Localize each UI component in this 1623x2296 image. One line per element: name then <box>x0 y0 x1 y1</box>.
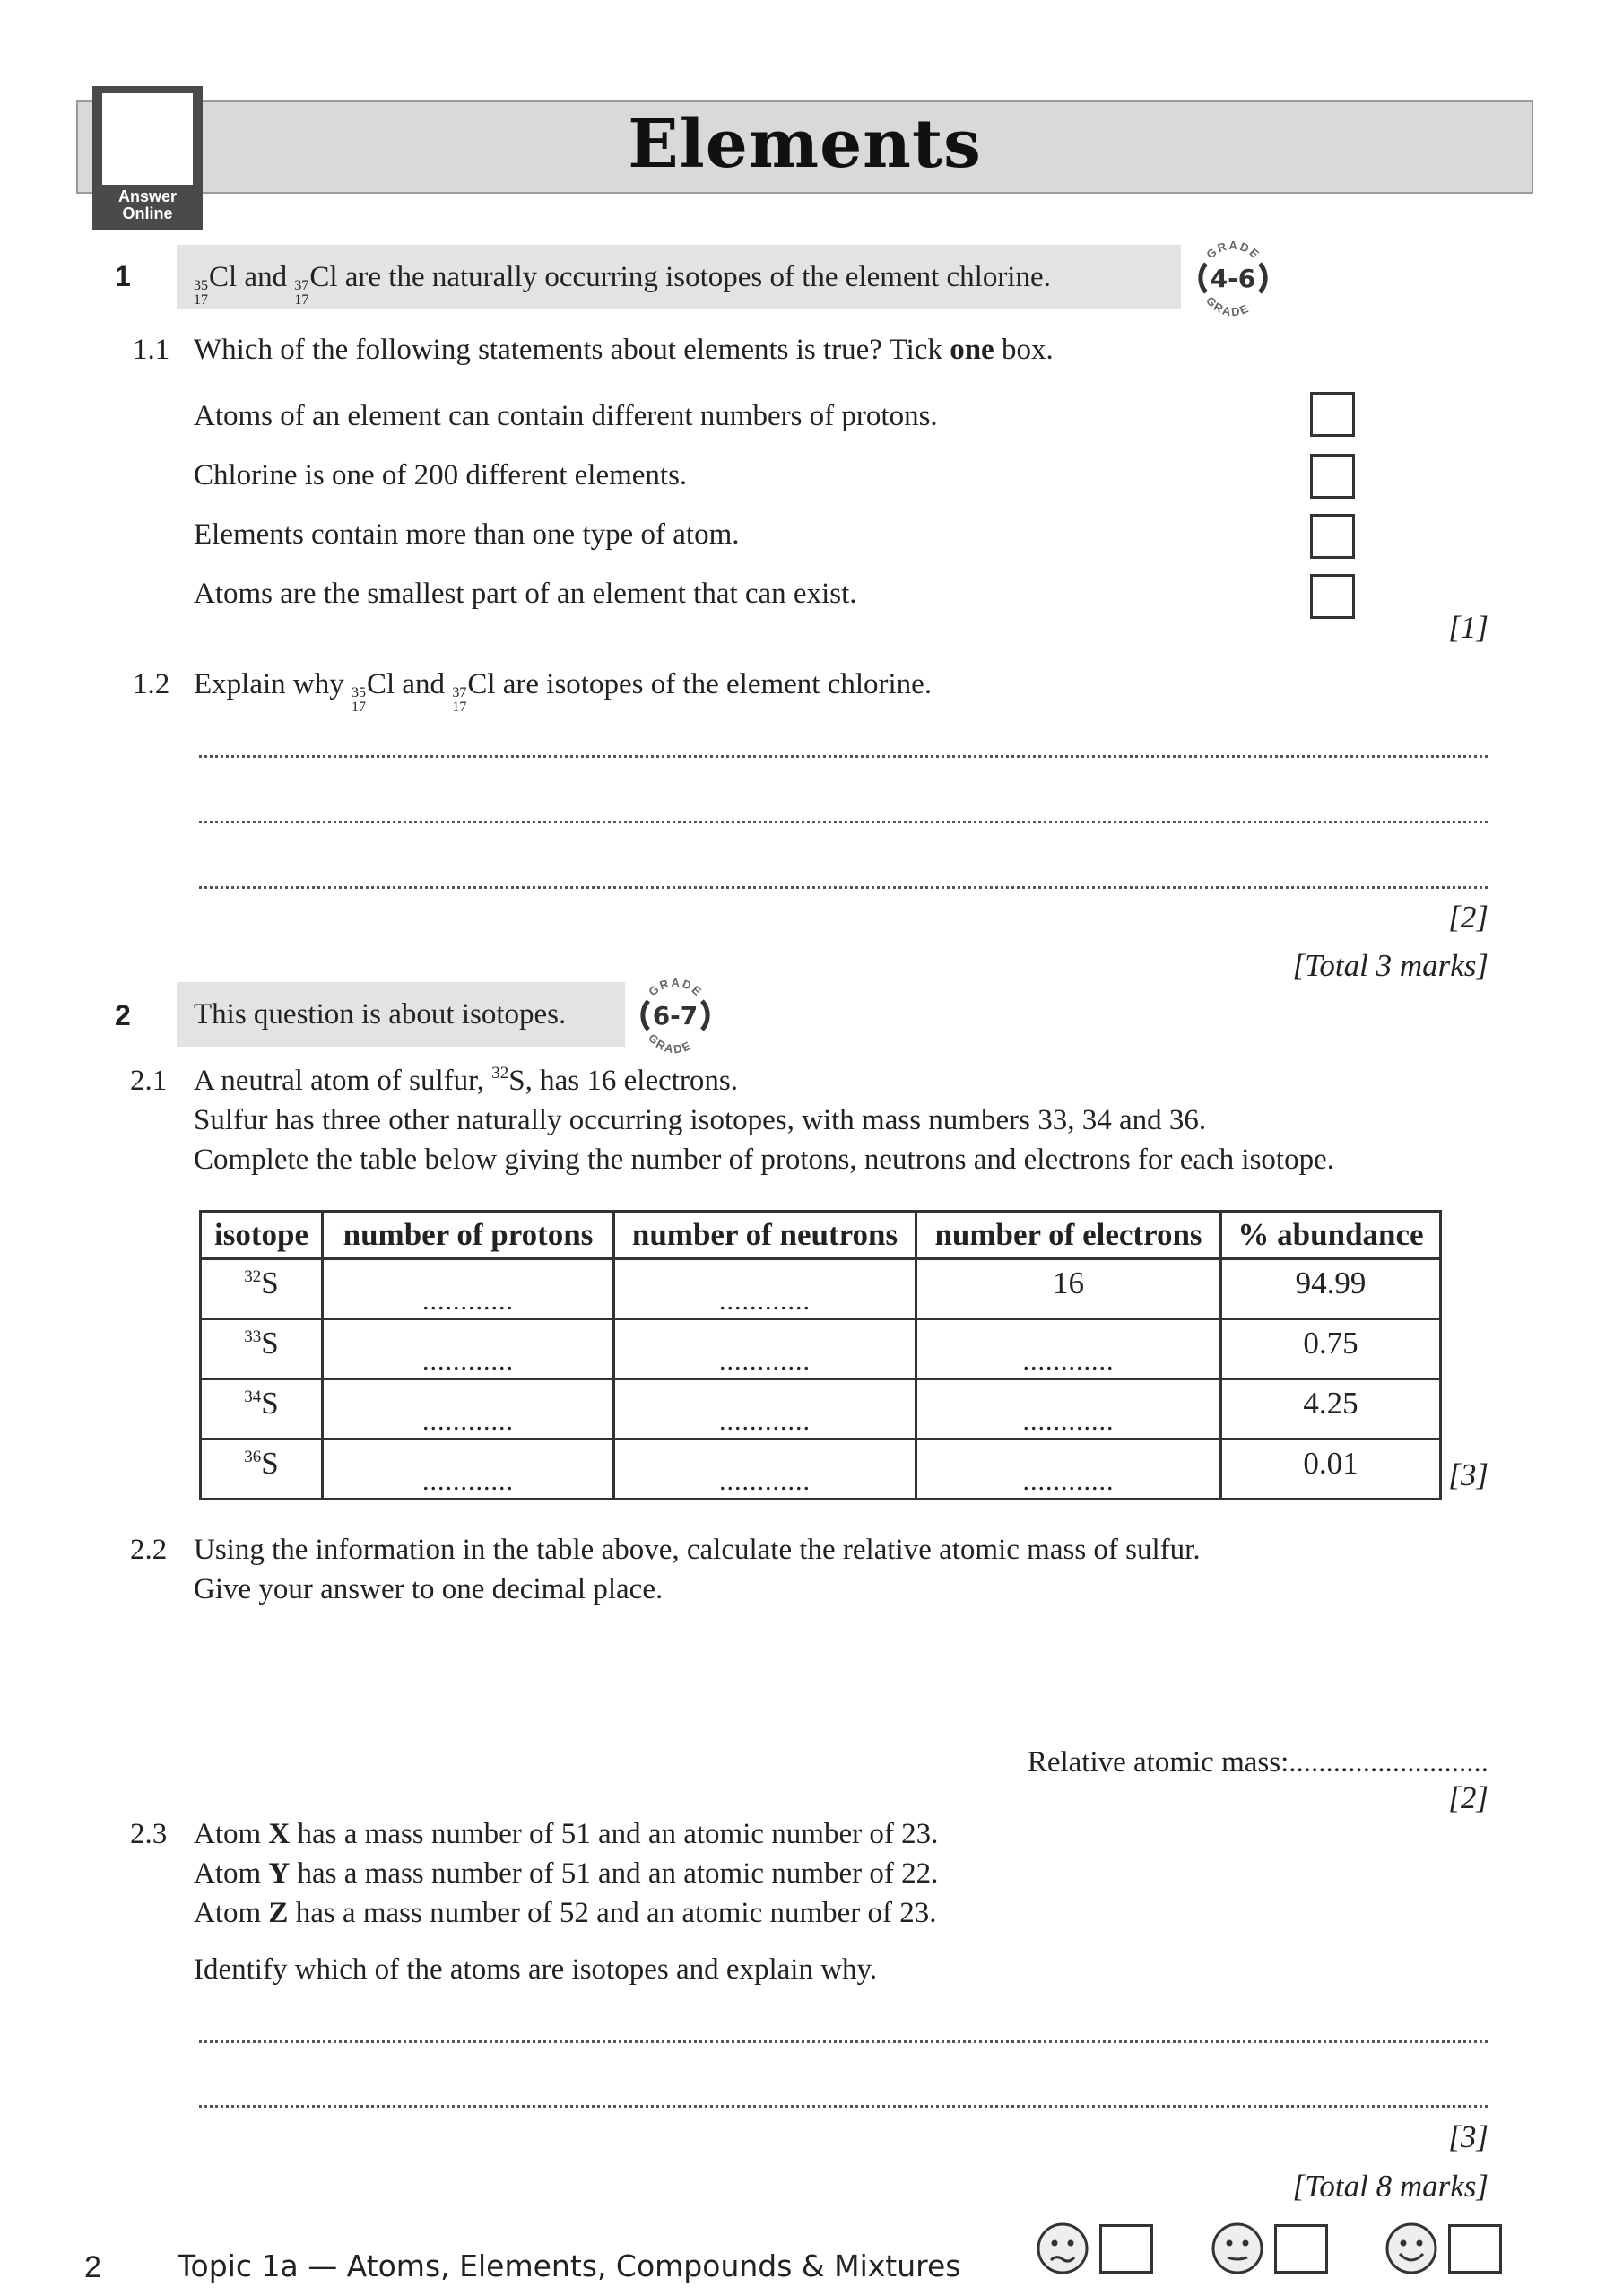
q1-1-marks: [1] <box>1448 610 1488 645</box>
q2-3-atom-x: Atom X has a mass number of 51 and an atomic number of 23. <box>194 1818 939 1850</box>
q1-1-option-2: Chlorine is one of 200 different elements. <box>194 459 688 491</box>
q2-1-number: 2.1 <box>130 1065 168 1097</box>
abundance-cell: 0.75 <box>1221 1319 1441 1379</box>
q1-1-number: 1.1 <box>133 334 170 366</box>
answer-online-window <box>102 93 193 185</box>
question-2-intro: This question is about isotopes. <box>194 998 567 1031</box>
question-2-number: 2 <box>115 999 131 1031</box>
happy-face-tickbox[interactable] <box>1448 2224 1502 2274</box>
protons-cell[interactable]: ............ <box>323 1259 614 1319</box>
isotope-cell: $^{36}$S <box>201 1439 323 1500</box>
electrons-cell[interactable]: ............ <box>916 1379 1221 1439</box>
q1-2-question: Explain why 35 17 Cl and 37 17 Cl are isotopes of the element chlorine. <box>194 668 933 715</box>
q2-3-marks: [3] <box>1448 2119 1488 2154</box>
q2-1-marks: [3] <box>1448 1457 1488 1492</box>
table-row <box>201 1379 1441 1439</box>
answer-line[interactable] <box>199 755 1488 758</box>
q2-3-number: 2.3 <box>130 1818 168 1850</box>
grade-value: 4-6 <box>1210 264 1256 293</box>
isotope-table <box>199 1210 1442 1500</box>
option-2-checkbox[interactable] <box>1310 454 1355 499</box>
protons-cell[interactable]: ............ <box>323 1439 614 1500</box>
q2-3-instruction: Identify which of the atoms are isotopes and explain why. <box>194 1953 878 1986</box>
q2-total-marks: [Total 8 marks] <box>1292 2169 1488 2204</box>
answer-line[interactable] <box>199 2040 1488 2043</box>
sad-face-icon <box>1036 2222 1089 2275</box>
q1-1-option-4: Atoms are the smallest part of an element that can exist. <box>194 578 857 610</box>
answer-line[interactable] <box>199 821 1488 823</box>
relative-atomic-mass-answer[interactable]: Relative atomic mass:........................... <box>1027 1746 1488 1779</box>
question-1-number: 1 <box>115 260 131 292</box>
svg-text:GRADE <box>1203 294 1252 319</box>
table-row <box>201 1439 1441 1500</box>
header-isotope: isotope <box>201 1212 323 1259</box>
protons-cell[interactable]: ............ <box>323 1319 614 1379</box>
grade-value: 6-7 <box>652 1001 699 1031</box>
q2-3-atom-z: Atom Z has a mass number of 52 and an atomic number of 23. <box>194 1897 937 1929</box>
q2-1-line-2: Sulfur has three other naturally occurring isotopes, with mass numbers 33, 34 and 36. <box>194 1104 1207 1136</box>
answer-line[interactable] <box>199 2105 1488 2108</box>
svg-text:GRADE <box>646 976 705 999</box>
answer-line[interactable] <box>199 886 1488 889</box>
grade-4-6-badge <box>1188 233 1278 323</box>
q1-total-marks: [Total 3 marks] <box>1292 948 1488 983</box>
header-electrons: number of electrons <box>916 1212 1221 1259</box>
isotope-cell: $^{34}$S <box>201 1379 323 1439</box>
grade-word-bottom: GRADE <box>645 1031 695 1057</box>
topic-title: Topic 1a — Atoms, Elements, Compounds & Mixtures <box>178 2248 961 2283</box>
option-3-checkbox[interactable] <box>1310 514 1355 559</box>
protons-cell[interactable]: ............ <box>323 1379 614 1439</box>
page-title: Elements <box>628 106 982 183</box>
header-neutrons: number of neutrons <box>614 1212 916 1259</box>
q2-1-line-3: Complete the table below giving the number of protons, neutrons and electrons for each isotope. <box>194 1144 1334 1176</box>
abundance-cell: 4.25 <box>1221 1379 1441 1439</box>
electrons-cell: 16 <box>916 1259 1221 1319</box>
q1-1-option-3: Elements contain more than one type of atom. <box>194 518 740 551</box>
isotope-cl37-numbers: 37 17 <box>294 278 309 308</box>
abundance-cell: 0.01 <box>1221 1439 1441 1500</box>
option-4-checkbox[interactable] <box>1310 574 1355 619</box>
isotope-cl35-numbers: 35 17 <box>194 278 208 308</box>
grade-word-bottom: GRADE <box>1202 293 1253 319</box>
neutrons-cell[interactable]: ............ <box>614 1439 916 1500</box>
svg-text:GRADE <box>1203 239 1263 262</box>
answer-online-label[interactable]: Answer Online <box>117 187 178 222</box>
header-protons: number of protons <box>323 1212 614 1259</box>
isotope-cell: $^{32}$S <box>201 1259 323 1319</box>
svg-text:GRADE <box>646 1031 694 1057</box>
q2-1-line-1: A neutral atom of sulfur, $^{32}$S, has 16 electrons. <box>194 1064 738 1097</box>
grade-word-top: GRADE <box>1203 238 1263 263</box>
grade-6-7-badge <box>630 970 720 1060</box>
header-abundance: % abundance <box>1221 1212 1441 1259</box>
q2-2-line-1: Using the information in the table above, calculate the relative atomic mass of sulfur. <box>194 1534 1201 1566</box>
neutrons-cell[interactable]: ............ <box>614 1319 916 1379</box>
table-row <box>201 1259 1441 1319</box>
table-row <box>201 1319 1441 1379</box>
q2-2-number: 2.2 <box>130 1534 168 1566</box>
abundance-cell: 94.99 <box>1221 1259 1441 1319</box>
electrons-cell[interactable]: ............ <box>916 1319 1221 1379</box>
q2-2-line-2: Give your answer to one decimal place. <box>194 1573 664 1605</box>
q2-2-marks: [2] <box>1448 1780 1488 1815</box>
q1-2-number: 1.2 <box>133 668 170 700</box>
page-number: 2 <box>84 2250 101 2284</box>
grade-word-top: GRADE <box>646 975 706 1000</box>
happy-face-icon <box>1384 2222 1438 2275</box>
neutrons-cell[interactable]: ............ <box>614 1259 916 1319</box>
sad-face-tickbox[interactable] <box>1099 2224 1153 2274</box>
q2-3-atom-y: Atom Y has a mass number of 51 and an atomic number of 22. <box>194 1857 939 1890</box>
q1-2-marks: [2] <box>1448 900 1488 935</box>
q1-1-option-1: Atoms of an element can contain different numbers of protons. <box>194 400 938 432</box>
neutrons-cell[interactable]: ............ <box>614 1379 916 1439</box>
neutral-face-icon <box>1211 2222 1264 2275</box>
neutral-face-tickbox[interactable] <box>1274 2224 1328 2274</box>
question-1-intro: 35 17 Cl and 37 17 Cl are the naturally occurring isotopes of the element chlorine. <box>194 261 1051 308</box>
isotope-cell: $^{33}$S <box>201 1319 323 1379</box>
q1-1-question: Which of the following statements about elements is true? Tick one box. <box>194 334 1054 366</box>
electrons-cell[interactable]: ............ <box>916 1439 1221 1500</box>
option-1-checkbox[interactable] <box>1310 392 1355 437</box>
table-header-row <box>201 1212 1441 1259</box>
